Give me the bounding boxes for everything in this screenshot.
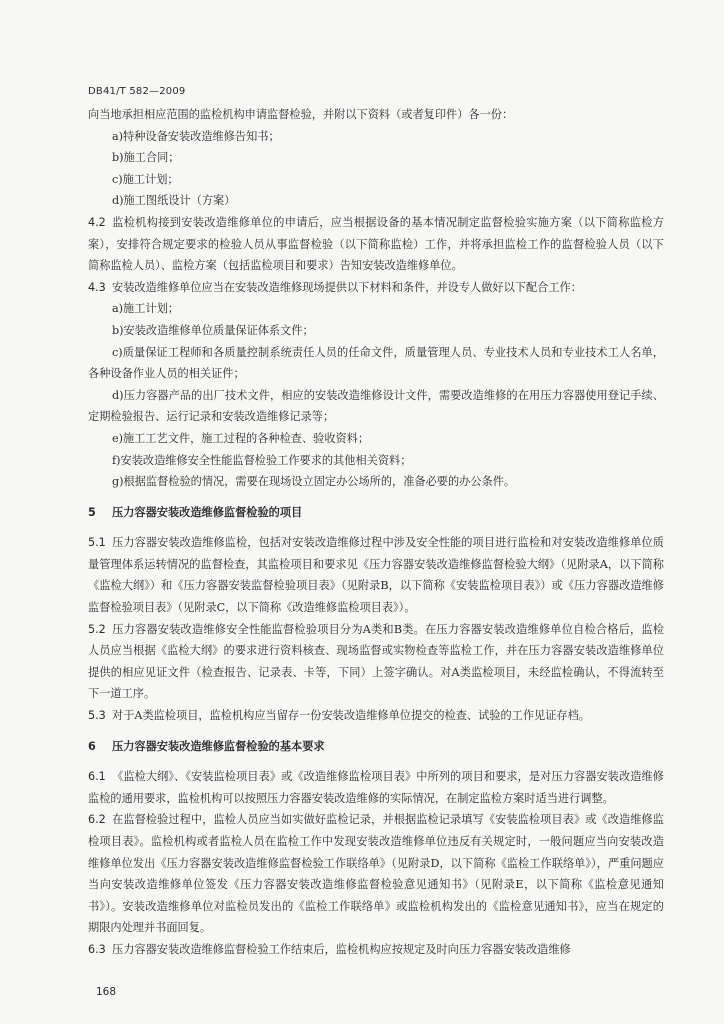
clause-5-3	[88, 705, 664, 727]
section-number: 6	[88, 739, 96, 753]
clause-text: 监检机构接到安装改造维修单位的申请后，应当根据设备的基本情况制定监督检验实施方案（以下简称监检方案），安排符合规定要求的检验人员从事监督检验（以下简称监检）工作，并将承担监检工作的监督检验人员（以下简称监检人员）、监检方案（包括监检项目和要求）告知安装改造维修单位。	[88, 215, 664, 273]
list-item-4-3-a: a)施工计划；	[112, 302, 179, 316]
clause-number: 5.2	[88, 622, 106, 636]
list-item-4-3-d: d)压力容器产品的出厂技术文件，相应的安装改造维修设计文件，需要改造维修的在用压力容器使用登记手续、定期检验报告、运行记录和安装改造维修记录等；	[88, 388, 664, 424]
clause-4-3	[88, 277, 664, 299]
standard-code: DB41/T 582—2009	[88, 86, 186, 97]
page-number: 168	[96, 986, 117, 998]
clause-number: 4.3	[88, 280, 106, 294]
list-item-4-3-b: b)安装改造维修单位质量保证体系文件；	[112, 323, 314, 337]
clause-text: 对于A类监检项目，监检机构应当留存一份安装改造维修单位提交的检查、试验的工作见证存档。	[112, 709, 590, 723]
clause-number: 5.3	[88, 709, 106, 723]
paragraph-4-1-continuation: 向当地承担相应范围的监检机构申请监督检验，并附以下资料（或者复印件）各一份：	[88, 108, 514, 121]
list-item-4-1-c: c)施工计划；	[112, 172, 179, 186]
list-item-4-1-a: a)特种设备安装改造维修告知书；	[112, 129, 280, 143]
section-heading-6	[88, 736, 664, 758]
clause-number: 6.3	[88, 942, 106, 956]
list-item-4-3-c: c)质量保证工程师和各质量控制系统责任人员的任命文件，质量管理人员、专业技术人员和专业技术工人名单，各种设备作业人员的相关证件；	[88, 345, 664, 381]
section-title: 压力容器安装改造维修监督检验的基本要求	[112, 739, 325, 753]
clause-text: 在监督检验过程中，监检人员应当如实做好监检记录，并根据监检记录填写《安装监检项目表》或《改造维修监检项目表》。监检机构或者监检人员在监检工作中发现安装改造维修单位违反有关规定时，一般问题应当向安装改造维修单位发出《压力容器安装改造维修监督检验工作联络单》（见附录D，以下简称《监检工作联络单》），严重问题应当向安装改造维修单位签发《压力容器安装改造维修监督检验意见通知书》（见附录E，以下简称《监检意见通知书》）。安装改造维修单位对监检员发出的《监检工作联络单》或监检机构发出的《监检意见通知书》，应当在规定的期限内处理并书面回复。	[88, 813, 664, 935]
clause-number: 5.1	[88, 536, 106, 550]
clause-number: 4.2	[88, 215, 106, 229]
clause-5-1	[88, 532, 664, 618]
list-item-4-3-f: f)安装改造维修安全性能监督检验工作要求的其他相关资料；	[112, 453, 412, 467]
section-title: 压力容器安装改造维修监督检验的项目	[112, 505, 303, 519]
clause-4-2	[88, 212, 664, 277]
clause-text: 安装改造维修单位应当在安装改造维修现场提供以下材料和条件，并设专人做好以下配合工作：	[112, 280, 582, 294]
list-item-4-1-d: d)施工图纸设计（方案）	[112, 194, 236, 208]
clause-number: 6.2	[88, 813, 106, 827]
clause-5-2	[88, 619, 664, 705]
clause-text: 压力容器安装改造维修监督检验工作结束后，监检机构应按规定及时向压力容器安装改造维修	[112, 942, 571, 956]
clause-text: 压力容器安装改造维修安全性能监督检验项目分为A类和B类。在压力容器安装改造维修单位自检合格后，监检人员应当根据《监检大纲》的要求进行资料核查、现场监督或实物检查等监检工作，并在压力容器安装改造维修单位提供的相应见证文件（检查报告、记录表、卡等，下同）上签字确认。对A类监检项目，未经监检确认，不得流转至下一道工序。	[88, 622, 664, 701]
clause-text: 压力容器安装改造维修监检，包括对安装改造维修过程中涉及安全性能的项目进行监检和对安装改造维修单位质量管理体系运转情况的监督检查，其监检项目和要求见《压力容器安装改造维修监督检验大纲》（见附录A，以下简称《监检大纲》）和《压力容器安装监督检验项目表》（见附录B，以下简称《安装监检项目表》）或《压力容器改造维修监督检验项目表》（见附录C，以下简称《改造维修监检项目表》）。	[88, 536, 664, 615]
clause-6-1	[88, 766, 664, 809]
clause-6-3	[88, 939, 664, 961]
clause-6-2	[88, 809, 664, 939]
clause-number: 6.1	[88, 770, 106, 784]
list-item-4-3-g: g)根据监督检验的情况，需要在现场设立固定办公场所的，准备必要的办公条件。	[112, 475, 516, 489]
list-item-4-1-b: b)施工合同；	[112, 151, 180, 165]
document-body	[88, 104, 664, 961]
list-item-4-3-e: e)施工工艺文件，施工过程的各种检查、验收资料；	[112, 431, 370, 445]
section-number: 5	[88, 505, 96, 519]
clause-text: 《监检大纲》、《安装监检项目表》或《改造维修监检项目表》中所列的项目和要求，是对压力容器安装改造维修监检的通用要求，监检机构可以按照压力容器安装改造维修的实际情况，在制定监检方案时适当进行调整。	[88, 770, 664, 805]
section-heading-5	[88, 502, 664, 524]
